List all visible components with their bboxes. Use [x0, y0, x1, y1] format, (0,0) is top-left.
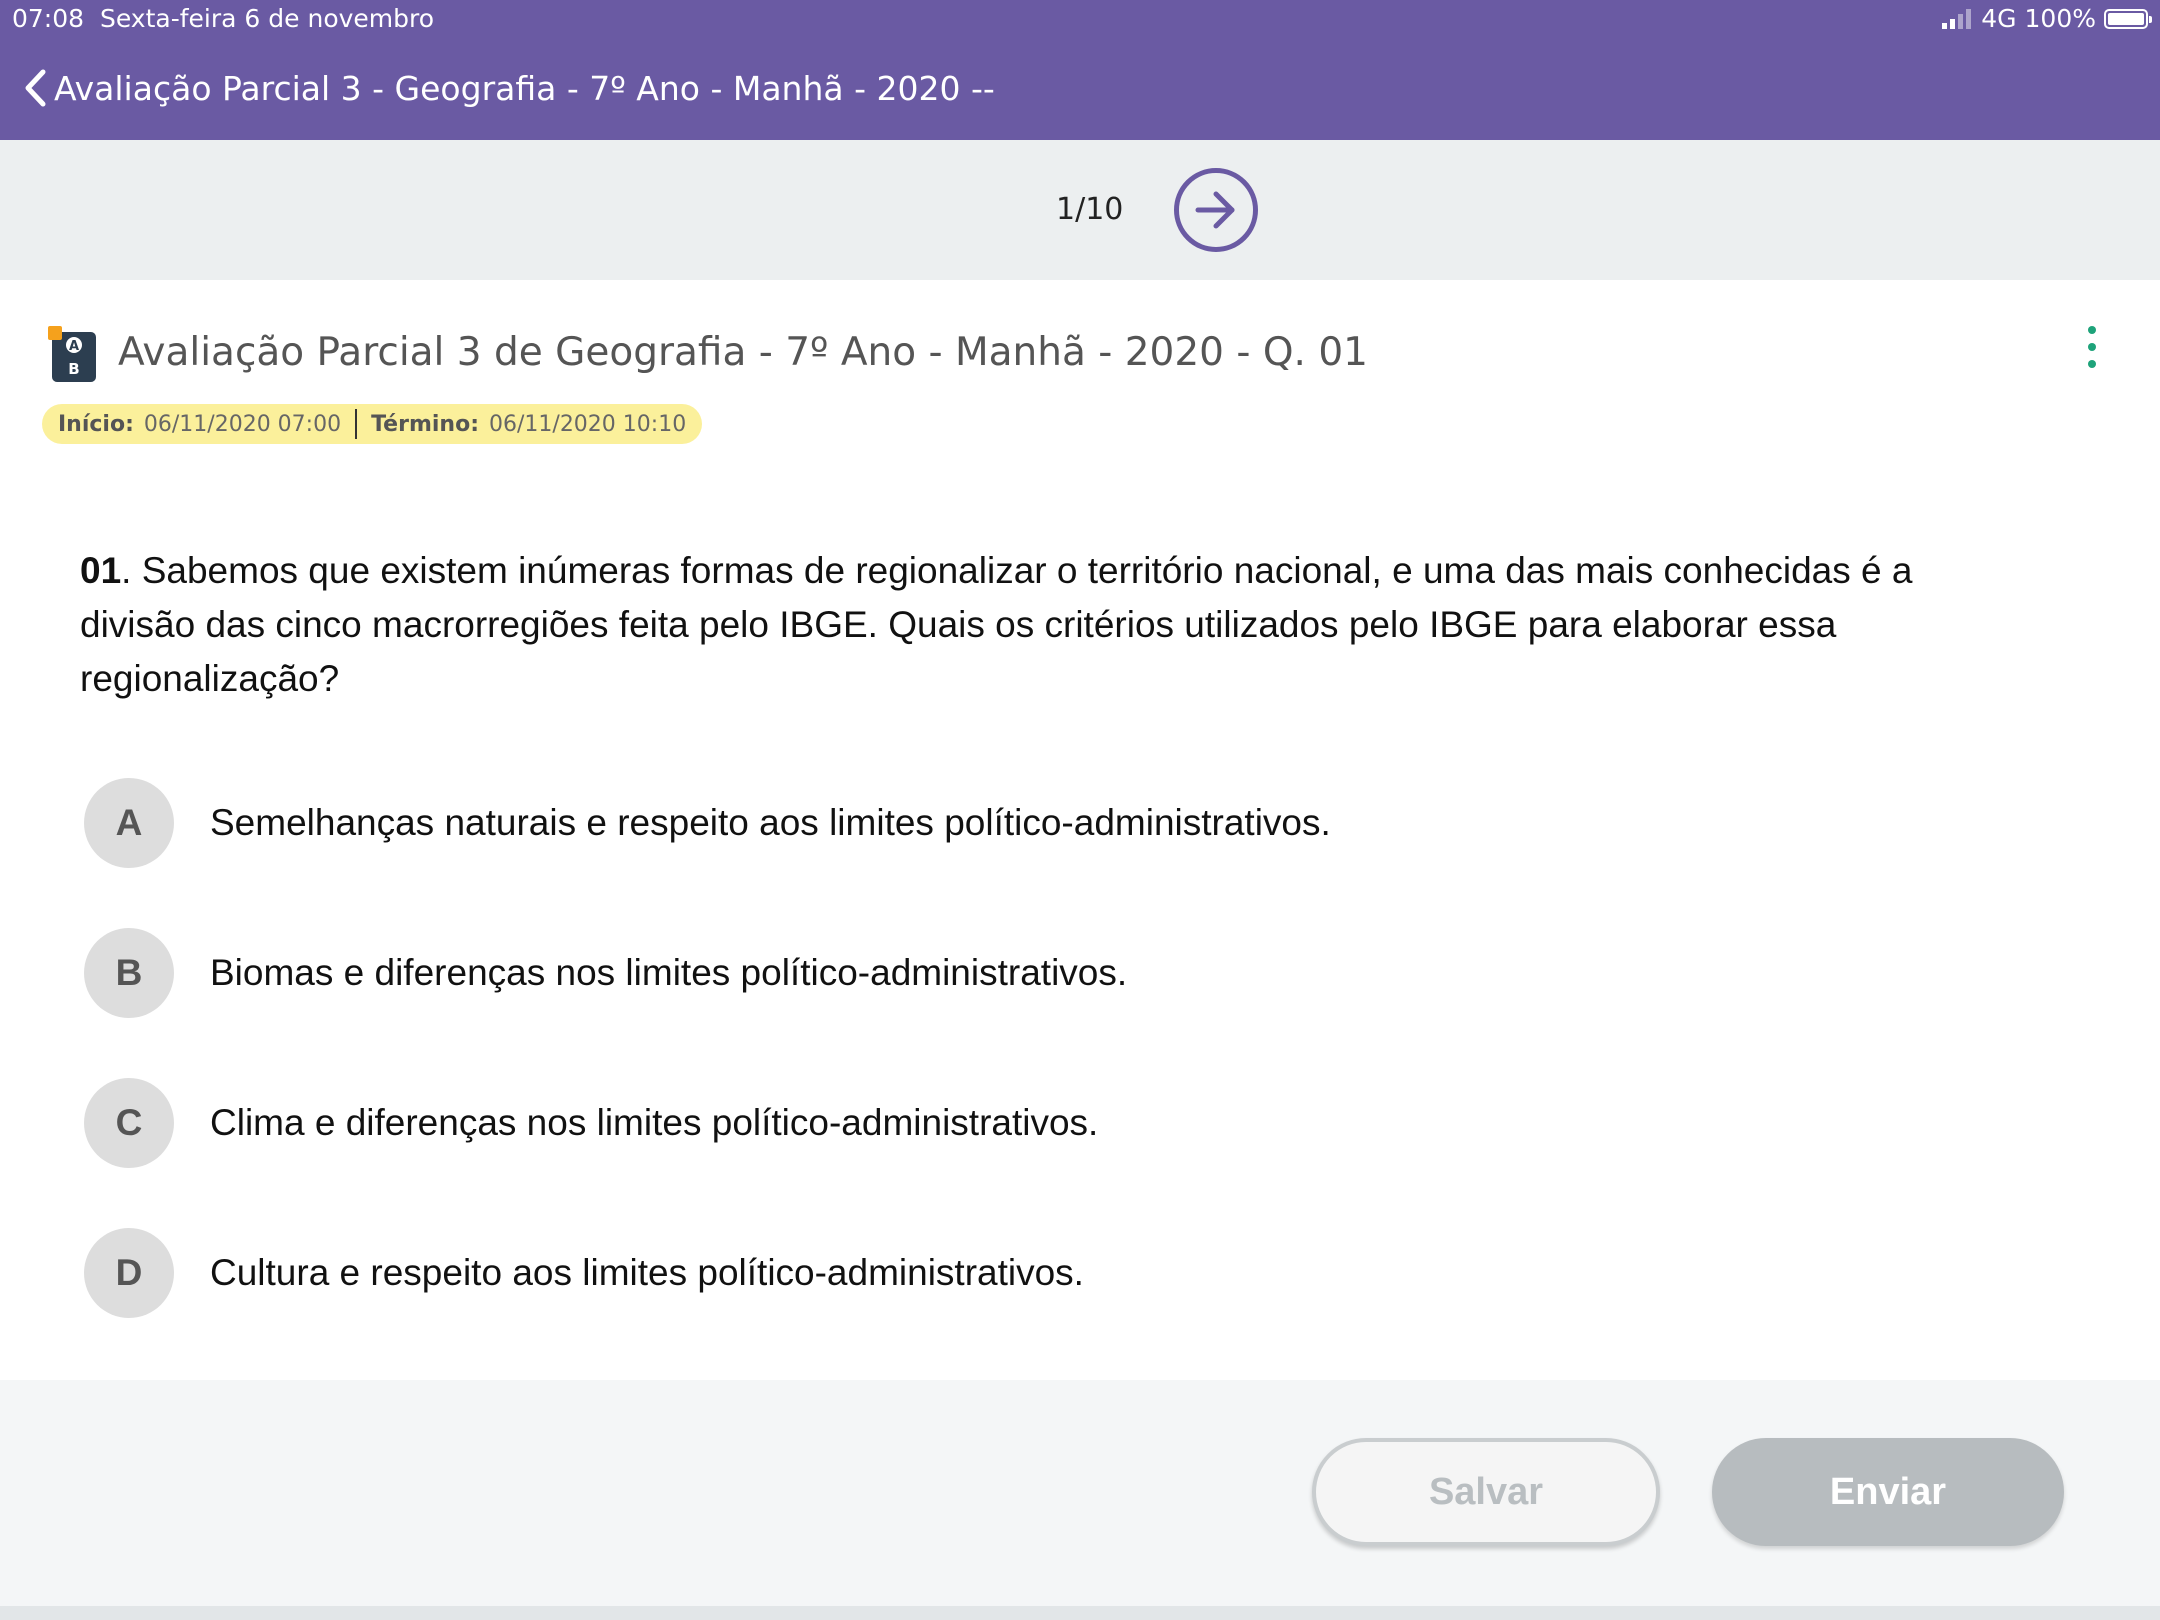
send-button[interactable]: Enviar [1712, 1438, 2064, 1546]
option-letter: A [84, 778, 174, 868]
pill-divider [355, 409, 357, 439]
question-statement [80, 544, 1920, 706]
start-label: Início: [58, 411, 134, 437]
end-value: 06/11/2020 10:10 [489, 411, 687, 437]
question-pager [0, 140, 2160, 280]
battery-percent: 100% [2024, 4, 2096, 33]
answer-option-b[interactable] [84, 928, 1684, 1018]
option-letter: B [84, 928, 174, 1018]
status-time: 07:08 [12, 4, 85, 33]
question-body: . Sabemos que existem inúmeras formas de regionalizar o território nacional, e uma das mais conhecidas é a divisão das cinco macrorregiões feita pelo IBGE. Quais os critérios utilizados pelo IBGE para elaborar essa regionalização? [80, 550, 1913, 699]
footer-edge [0, 1606, 2160, 1620]
action-footer [0, 1380, 2160, 1606]
question-number: 01 [80, 550, 122, 591]
header-title: Avaliação Parcial 3 - Geografia - 7º Ano - Manhã - 2020 -- [54, 68, 995, 108]
more-options-icon[interactable] [2080, 326, 2104, 370]
schedule-badge [42, 404, 702, 444]
option-letter: C [84, 1078, 174, 1168]
option-text: Biomas e diferenças nos limites político-administrativos. [210, 952, 1128, 993]
answer-option-c[interactable] [84, 1078, 1684, 1168]
option-text: Semelhanças naturais e respeito aos limites político-administrativos. [210, 802, 1331, 843]
signal-icon [1942, 9, 1971, 29]
status-date: Sexta-feira 6 de novembro [100, 4, 435, 33]
option-text: Cultura e respeito aos limites político-administrativos. [210, 1252, 1084, 1293]
app-header [0, 0, 2160, 140]
svg-text:A: A [68, 339, 80, 354]
answer-option-d[interactable] [84, 1228, 1684, 1318]
status-indicators [1942, 4, 2148, 33]
end-label: Término: [371, 411, 479, 437]
next-question-button[interactable] [1174, 168, 1258, 252]
card-title: Avaliação Parcial 3 de Geografia - 7º Ano - Manhã - 2020 - Q. 01 [118, 330, 1368, 375]
chevron-left-icon [22, 68, 48, 108]
option-letter: D [84, 1228, 174, 1318]
save-button[interactable]: Salvar [1312, 1438, 1660, 1546]
question-card [0, 280, 2160, 1380]
start-value: 06/11/2020 07:00 [143, 411, 342, 437]
back-button[interactable] [22, 68, 995, 108]
arrow-right-icon [1192, 188, 1240, 232]
svg-text:B: B [68, 360, 80, 378]
page-counter: 1/10 [1056, 192, 1124, 227]
network-type: 4G [1981, 4, 2017, 33]
option-text: Clima e diferenças nos limites político-administrativos. [210, 1102, 1099, 1143]
battery-icon [2104, 9, 2148, 29]
quiz-ab-icon [48, 326, 98, 382]
answer-option-a[interactable] [84, 778, 1684, 868]
